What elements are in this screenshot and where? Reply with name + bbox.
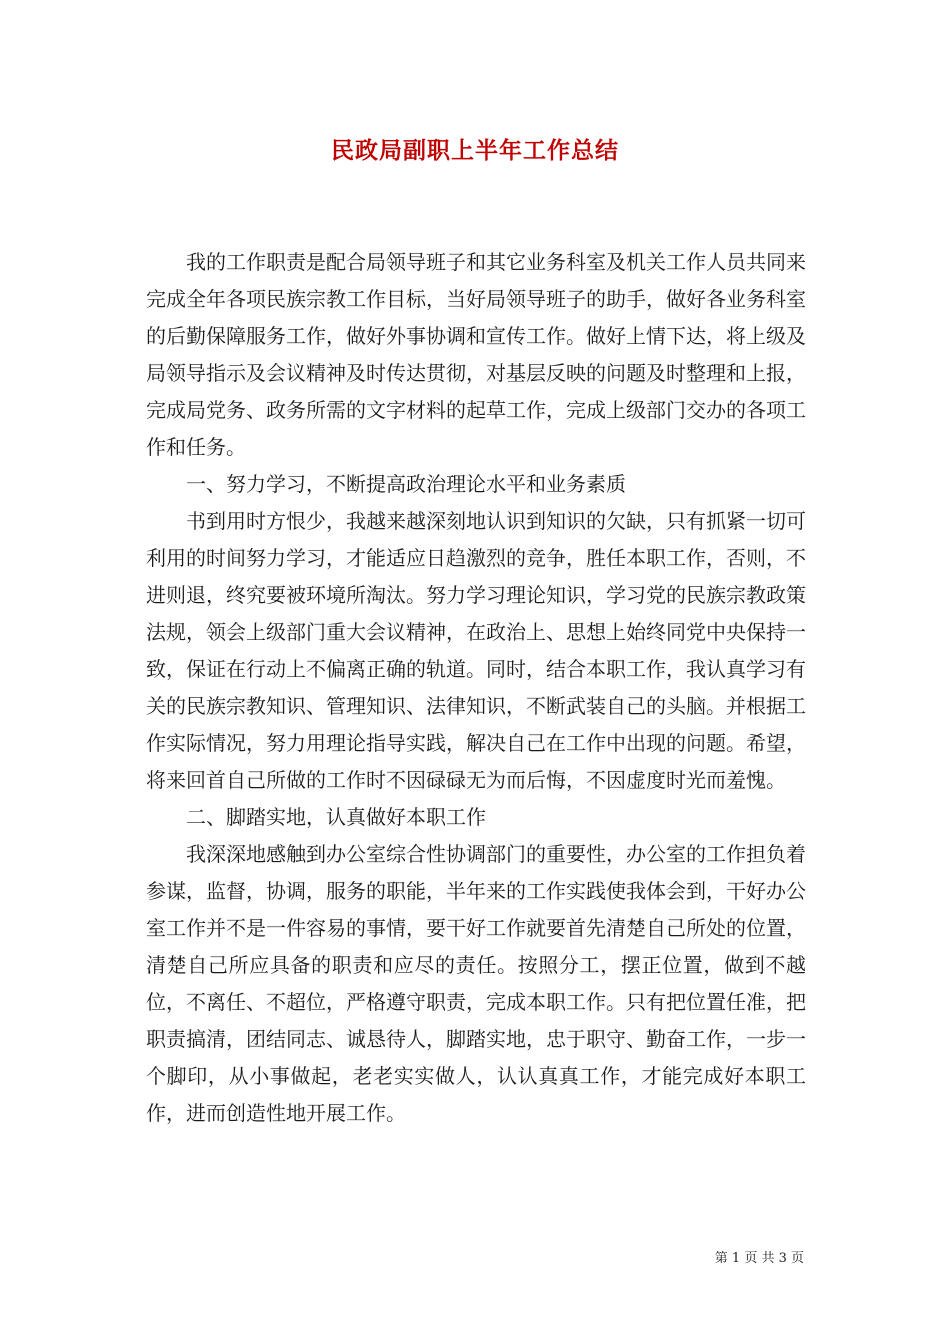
- section-heading-1: 一、努力学习，不断提高政治理论水平和业务素质: [186, 472, 626, 496]
- paragraph-section-1: 书到用时方恨少，我越来越深刻地认识到知识的欠缺，只有抓紧一切可利用的时间努力学习，才能适应日趋激烈的竞争，胜任本职工作，否则，不进则退，终究要被环境所淘汰。努力学习理论知识，学习党的民族宗教政策法规，领会上级部门重大会议精神，在政治上、思想上始终同党中央保持一致，保证在行动上不偏离正确的轨道。同时，结合本职工作，我认真学习有关的民族宗教知识、管理知识、法律知识，不断武装自己的头脑。并根据工作实际情况，努力用理论指导实践，解决自己在工作中出现的问题。希望，将来回首自己所做的工作时不因碌碌无为而后悔，不因虚度时光而羞愧。: [146, 509, 806, 792]
- section-heading-2: 二、脚踏实地，认真做好本职工作: [186, 805, 486, 829]
- paragraph-section-2: 我深深地感触到办公室综合性协调部门的重要性，办公室的工作担负着参谋，监督，协调，服务的职能，半年来的工作实践使我体会到，干好办公室工作并不是一件容易的事情，要干好工作就要首先清楚自己所处的位置，清楚自己所应具备的职责和应尽的责任。按照分工，摆正位置，做到不越位，不离任、不超位，严格遵守职责，完成本职工作。只有把位置任准，把职责搞清，团结同志、诚恳待人，脚踏实地，忠于职守、勤奋工作，一步一个脚印，从小事做起，老老实实做人，认认真真工作，才能完成好本职工作，进而创造性地开展工作。: [146, 842, 806, 1125]
- document-body: [146, 244, 806, 1132]
- document-title: 民政局副职上半年工作总结: [331, 137, 619, 164]
- paragraph-intro: 我的工作职责是配合局领导班子和其它业务科室及机关工作人员共同来完成全年各项民族宗教工作目标，当好局领导班子的助手，做好各业务科室的后勤保障服务工作，做好外事协调和宣传工作。做好上情下达，将上级及局领导指示及会议精神及时传达贯彻，对基层反映的问题及时整理和上报，完成局党务、政务所需的文字材料的起草工作，完成上级部门交办的各项工作和任务。: [146, 250, 806, 459]
- page-number-footer: 第 1 页 共 3 页: [714, 1251, 804, 1266]
